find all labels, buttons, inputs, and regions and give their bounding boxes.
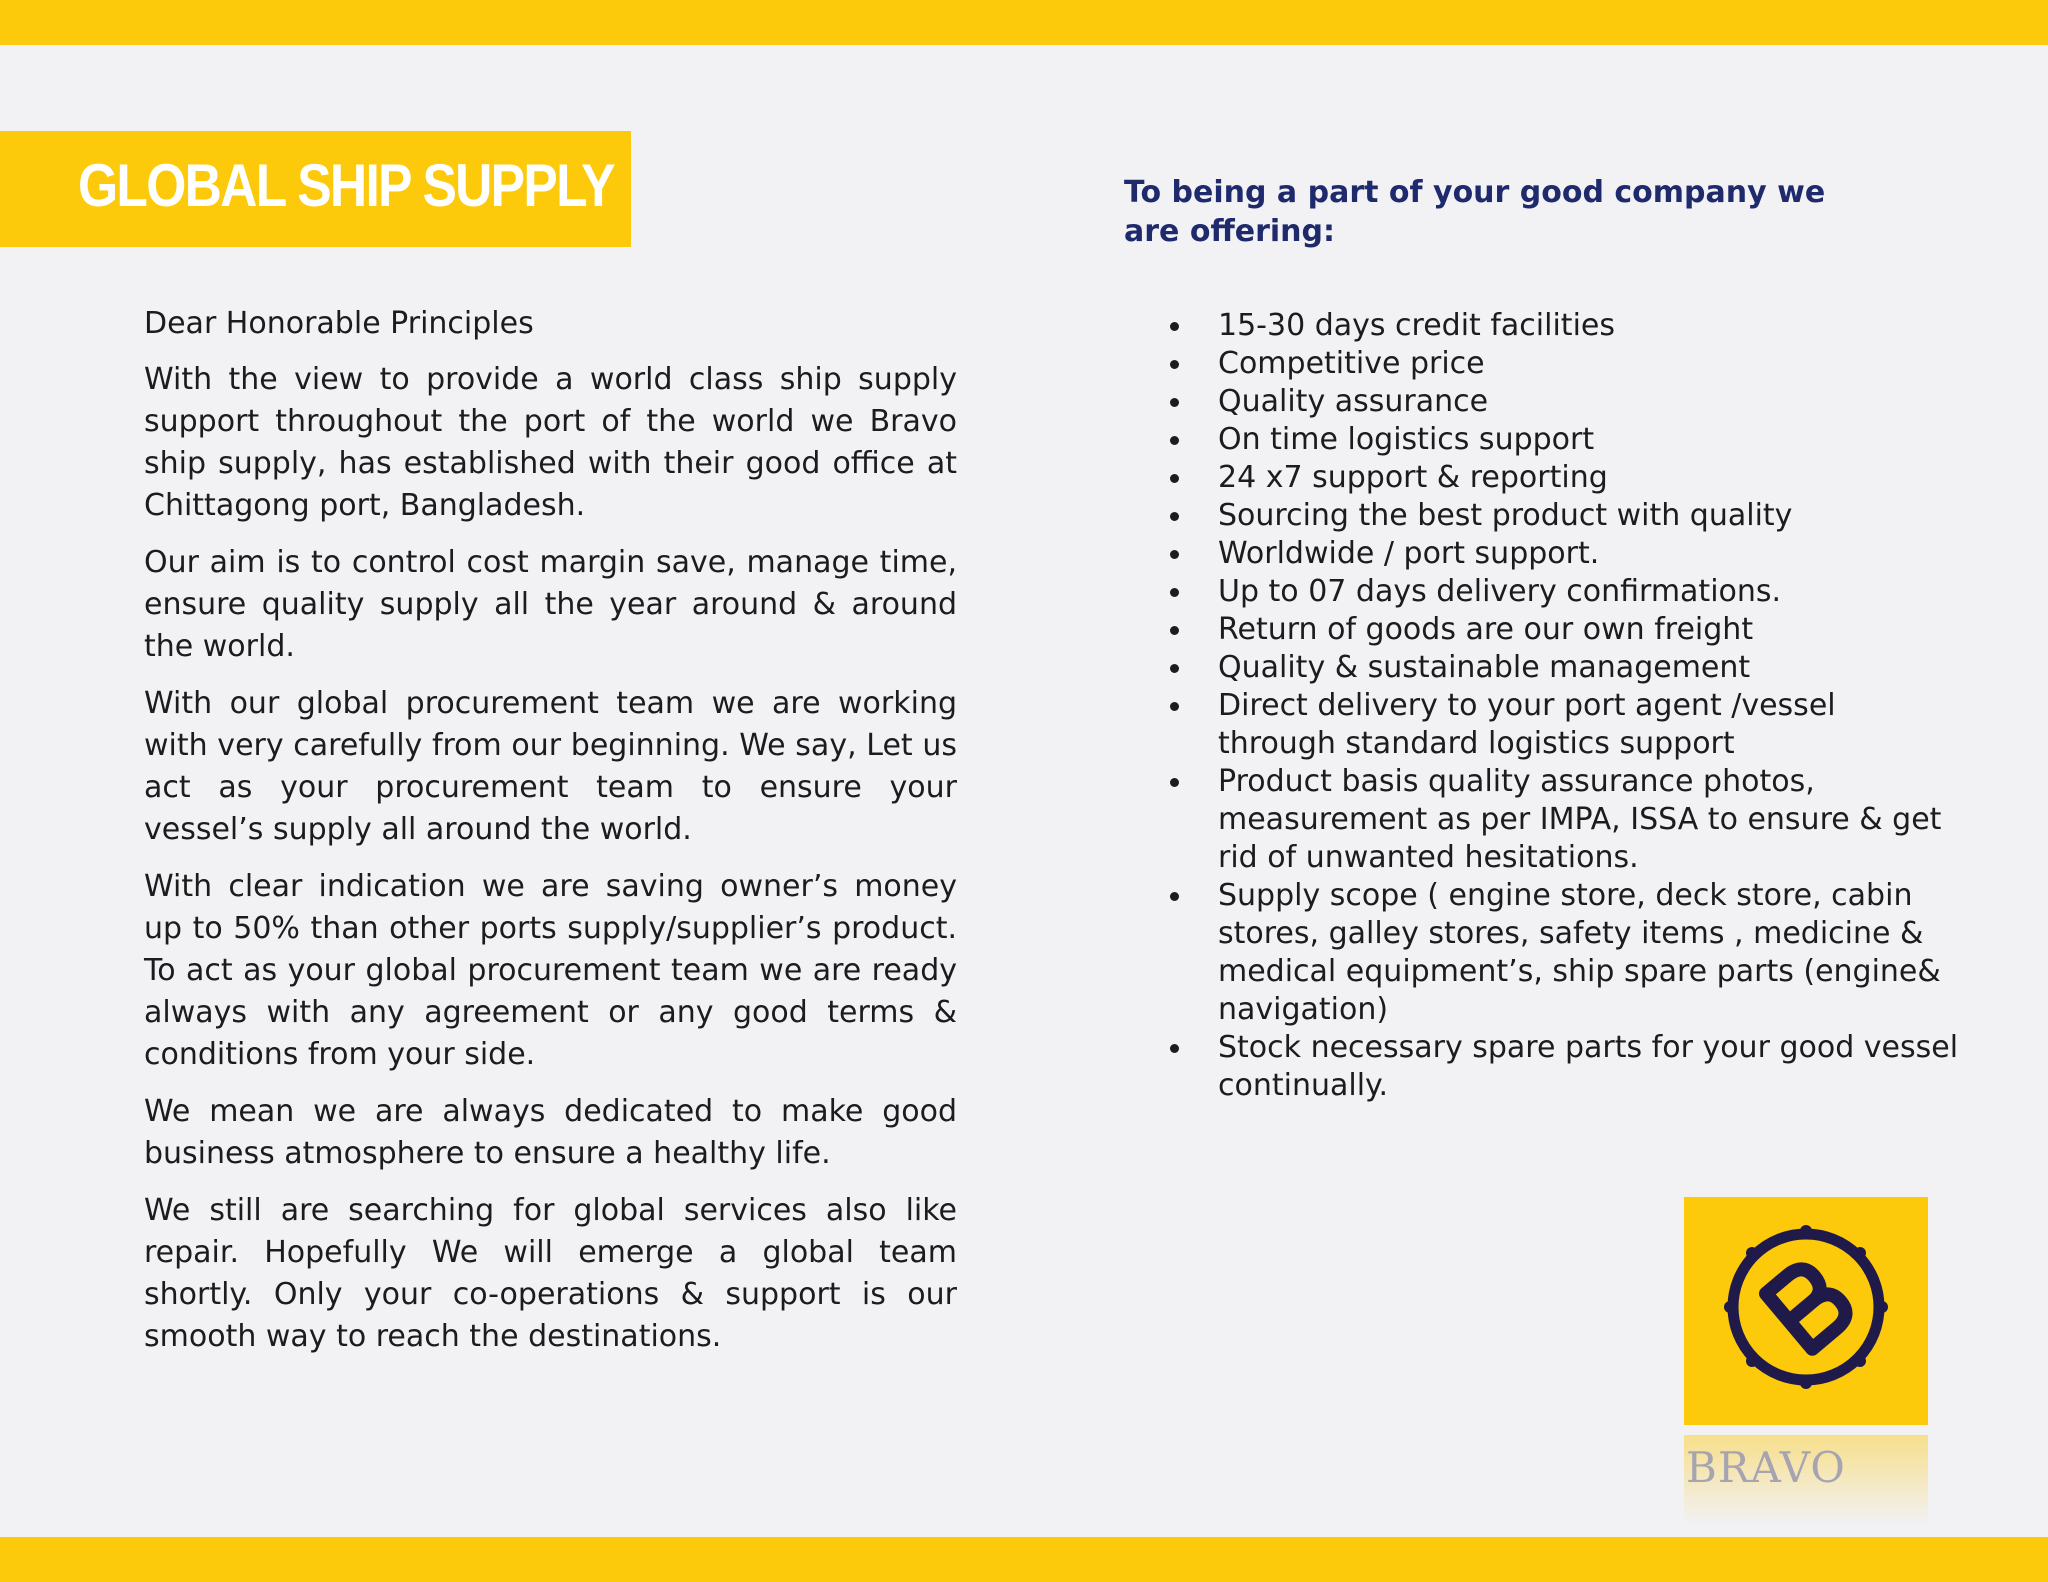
offer-item: Up to 07 days delivery confirmations. [1170, 573, 1960, 611]
letter-body [144, 303, 957, 1373]
bottom-yellow-bar [0, 1537, 2048, 1582]
offer-item: Stock necessary spare parts for your good vessel continually. [1170, 1029, 1960, 1105]
letter-paragraph: With clear indication we are saving owner’s money up to 50% than other ports supply/supplier’s product. To act as your global procurement team we are ready always with any agreement or any good terms & conditions from your side. [144, 869, 957, 1072]
title-banner [0, 131, 631, 247]
offer-item: 15-30 days credit facilities [1170, 307, 1960, 345]
letter-greeting: Dear Honorable Principles [144, 306, 534, 341]
offer-item: Worldwide / port support. [1170, 535, 1960, 573]
offer-item: Direct delivery to your port agent /vessel through standard logistics support [1170, 687, 1960, 763]
offer-item: On time logistics support [1170, 421, 1960, 459]
letter-paragraph: We still are searching for global services also like repair. Hopefully We will emerge a global team shortly. Only your co-operations & support is our smooth way to reach the destinations. [144, 1193, 957, 1354]
top-yellow-bar [0, 0, 2048, 45]
letter-paragraph: With our global procurement team we are working with very carefully from our beginning. We say, Let us act as your procurement team to ensure your vessel’s supply all around the world. [144, 686, 957, 847]
page-title: GLOBAL SHIP SUPPLY [78, 152, 614, 219]
offer-item: 24 x7 support & reporting [1170, 459, 1960, 497]
offer-item: Competitive price [1170, 345, 1960, 383]
bravo-logo [1684, 1197, 1928, 1425]
letter-paragraph: With the view to provide a world class ship supply support throughout the port of the world we Bravo ship supply, has established with their good office at Chittagong port, Bangladesh. [144, 362, 957, 523]
offer-item: Quality & sustainable management [1170, 649, 1960, 687]
bravo-logo-reflection [1684, 1435, 1928, 1525]
offer-item: Sourcing the best product with quality [1170, 497, 1960, 535]
ship-wheel-b-logo-icon [1684, 1197, 1928, 1425]
offers-list [1170, 307, 1960, 1105]
letter-paragraph: We mean we are always dedicated to make good business atmosphere to ensure a healthy life. [144, 1094, 957, 1171]
offer-item: Product basis quality assurance photos, measurement as per IMPA, ISSA to ensure & get rid of unwanted hesitations. [1170, 763, 1960, 877]
letter-paragraph: Our aim is to control cost margin save, manage time, ensure quality supply all the year around & around the world. [144, 545, 957, 664]
offer-item: Return of goods are our own freight [1170, 611, 1960, 649]
offer-item: Quality assurance [1170, 383, 1960, 421]
bravo-logo-text: BRAVO [1686, 1443, 1846, 1492]
offers-heading: To being a part of your good company we are offering: [1124, 175, 1826, 249]
offer-item: Supply scope ( engine store, deck store, cabin stores, galley stores, safety items , medicine & medical equipment’s, ship spare parts (engine& navigation) [1170, 877, 1960, 1029]
